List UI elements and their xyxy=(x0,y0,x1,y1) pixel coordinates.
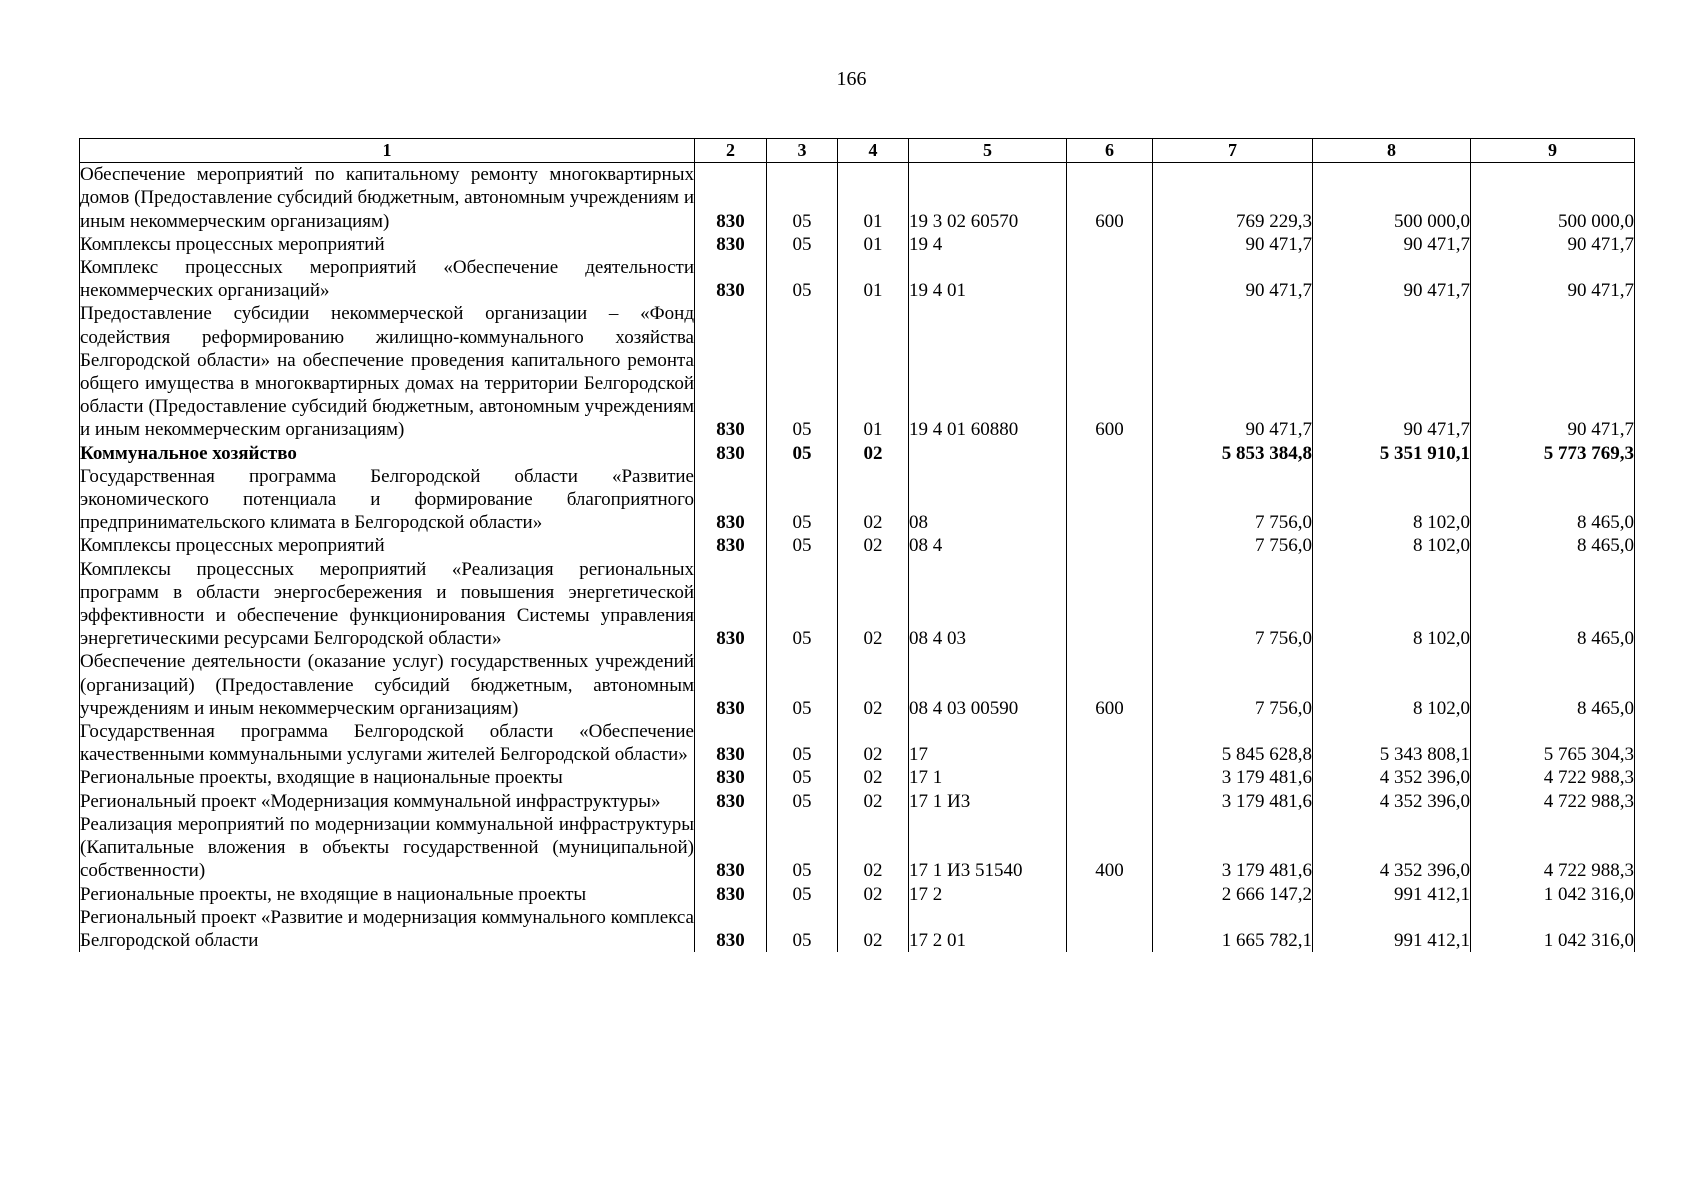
section-cell: 05 xyxy=(767,233,838,256)
expense-type-cell: 600 xyxy=(1067,163,1153,233)
row-name-cell: Обеспечение мероприятий по капитальному ремонту многоквартирных домов (Предоставление субсидий бюджетным, автономным учреждениям и иным некоммерческим организациям) xyxy=(80,164,694,232)
amount-cell: 4 352 396,0 xyxy=(1313,766,1471,789)
amount-cell: 3 179 481,6 xyxy=(1153,813,1313,883)
table-row xyxy=(80,302,1635,441)
target-article-cell: 19 4 xyxy=(909,233,1067,256)
table-row xyxy=(80,465,1635,535)
amount-cell: 4 722 988,3 xyxy=(1471,766,1635,789)
header-cell: 7 xyxy=(1153,139,1313,163)
target-article-cell: 17 2 01 xyxy=(909,906,1067,952)
target-article-cell: 19 4 01 60880 xyxy=(909,302,1067,441)
section-cell: 05 xyxy=(767,720,838,766)
section-cell: 05 xyxy=(767,558,838,651)
amount-cell: 8 102,0 xyxy=(1313,534,1471,557)
page-number: 166 xyxy=(836,68,867,90)
amount-cell: 90 471,7 xyxy=(1471,256,1635,302)
code-cell: 830 xyxy=(695,465,767,535)
row-name-cell: Обеспечение деятельности (оказание услуг) государственных учреждений (организаций) (Предоставление субсидий бюджетным, автономным учреждениям и иным некоммерческим организациям) xyxy=(80,651,694,719)
amount-cell: 8 465,0 xyxy=(1471,650,1635,720)
table-row xyxy=(80,813,1635,883)
amount-cell: 1 042 316,0 xyxy=(1471,906,1635,952)
row-name-cell: Государственная программа Белгородской области «Обеспечение качественными коммунальными услугами жителей Белгородской области» xyxy=(80,721,694,766)
table-row xyxy=(80,766,1635,789)
subsection-cell: 02 xyxy=(838,558,909,651)
amount-cell: 769 229,3 xyxy=(1153,163,1313,233)
amount-cell: 5 773 769,3 xyxy=(1471,442,1635,465)
amount-cell: 5 845 628,8 xyxy=(1153,720,1313,766)
amount-cell: 8 102,0 xyxy=(1313,650,1471,720)
code-cell: 830 xyxy=(695,883,767,906)
target-article-cell: 17 xyxy=(909,720,1067,766)
amount-cell: 8 102,0 xyxy=(1313,558,1471,651)
target-article-cell: 19 3 02 60570 xyxy=(909,163,1067,233)
subsection-cell: 01 xyxy=(838,233,909,256)
amount-cell: 8 102,0 xyxy=(1313,465,1471,535)
amount-cell: 7 756,0 xyxy=(1153,650,1313,720)
target-article-cell: 17 2 xyxy=(909,883,1067,906)
row-name-cell: Коммунальное хозяйство xyxy=(80,442,695,465)
table-row xyxy=(80,163,1635,233)
code-cell: 830 xyxy=(695,302,767,441)
amount-cell: 90 471,7 xyxy=(1313,233,1471,256)
section-cell: 05 xyxy=(767,302,838,441)
section-cell: 05 xyxy=(767,906,838,952)
table-row xyxy=(80,534,1635,557)
row-name-cell: Комплекс процессных мероприятий «Обеспечение деятельности некоммерческих организаций» xyxy=(80,257,694,302)
table-row xyxy=(80,650,1635,720)
target-article-cell: 19 4 01 xyxy=(909,256,1067,302)
table-row xyxy=(80,558,1635,651)
subsection-cell: 02 xyxy=(838,790,909,813)
expense-type-cell xyxy=(1067,233,1153,256)
header-cell: 5 xyxy=(909,139,1067,163)
amount-cell: 4 352 396,0 xyxy=(1313,813,1471,883)
amount-cell: 5 343 808,1 xyxy=(1313,720,1471,766)
target-article-cell xyxy=(909,442,1067,465)
amount-cell: 90 471,7 xyxy=(1471,302,1635,441)
row-name-cell: Комплексы процессных мероприятий «Реализация региональных программ в области энергосбережения и повышения энергетической эффективности и обеспечение функционирования Системы управления энергетическими ресурсами Белгородской области» xyxy=(80,558,694,650)
amount-cell: 4 722 988,3 xyxy=(1471,813,1635,883)
amount-cell: 8 465,0 xyxy=(1471,465,1635,535)
row-name-cell: Региональный проект «Развитие и модернизация коммунального комплекса Белгородской области xyxy=(80,906,694,951)
amount-cell: 90 471,7 xyxy=(1313,302,1471,441)
subsection-cell: 02 xyxy=(838,442,909,465)
target-article-cell: 08 xyxy=(909,465,1067,535)
expense-type-cell: 600 xyxy=(1067,302,1153,441)
code-cell: 830 xyxy=(695,442,767,465)
code-cell: 830 xyxy=(695,720,767,766)
header-row xyxy=(80,139,1635,163)
section-cell: 05 xyxy=(767,883,838,906)
amount-cell: 7 756,0 xyxy=(1153,558,1313,651)
row-name-cell: Государственная программа Белгородской области «Развитие экономического потенциала и формирование благоприятного предпринимательского климата в Белгородской области» xyxy=(80,465,694,534)
target-article-cell: 08 4 03 xyxy=(909,558,1067,651)
code-cell: 830 xyxy=(695,790,767,813)
section-cell: 05 xyxy=(767,813,838,883)
code-cell: 830 xyxy=(695,534,767,557)
code-cell: 830 xyxy=(695,256,767,302)
amount-cell: 1 665 782,1 xyxy=(1153,906,1313,952)
subsection-cell: 01 xyxy=(838,256,909,302)
amount-cell: 8 465,0 xyxy=(1471,534,1635,557)
section-cell: 05 xyxy=(767,534,838,557)
amount-cell: 7 756,0 xyxy=(1153,465,1313,535)
subsection-cell: 02 xyxy=(838,906,909,952)
code-cell: 830 xyxy=(695,558,767,651)
row-name-cell: Региональный проект «Модернизация коммунальной инфраструктуры» xyxy=(80,790,695,813)
header-cell: 1 xyxy=(80,139,695,163)
code-cell: 830 xyxy=(695,650,767,720)
amount-cell: 4 352 396,0 xyxy=(1313,790,1471,813)
subsection-cell: 01 xyxy=(838,302,909,441)
expense-type-cell xyxy=(1067,766,1153,789)
amount-cell: 90 471,7 xyxy=(1153,302,1313,441)
subsection-cell: 02 xyxy=(838,766,909,789)
subsection-cell: 01 xyxy=(838,163,909,233)
amount-cell: 5 351 910,1 xyxy=(1313,442,1471,465)
code-cell: 830 xyxy=(695,766,767,789)
expense-type-cell: 600 xyxy=(1067,650,1153,720)
header-cell: 9 xyxy=(1471,139,1635,163)
expense-type-cell xyxy=(1067,465,1153,535)
code-cell: 830 xyxy=(695,233,767,256)
row-name-cell: Региональные проекты, входящие в национальные проекты xyxy=(80,766,695,789)
row-name-cell: Комплексы процессных мероприятий xyxy=(80,534,695,557)
expense-type-cell xyxy=(1067,883,1153,906)
amount-cell: 90 471,7 xyxy=(1153,256,1313,302)
amount-cell: 3 179 481,6 xyxy=(1153,766,1313,789)
expense-type-cell xyxy=(1067,558,1153,651)
amount-cell: 90 471,7 xyxy=(1471,233,1635,256)
section-cell: 05 xyxy=(767,650,838,720)
row-name-cell: Региональные проекты, не входящие в национальные проекты xyxy=(80,883,695,906)
code-cell: 830 xyxy=(695,813,767,883)
section-cell: 05 xyxy=(767,163,838,233)
target-article-cell: 17 1 И3 xyxy=(909,790,1067,813)
amount-cell: 7 756,0 xyxy=(1153,534,1313,557)
table-row xyxy=(80,233,1635,256)
section-cell: 05 xyxy=(767,766,838,789)
expense-type-cell xyxy=(1067,790,1153,813)
expense-type-cell xyxy=(1067,906,1153,952)
amount-cell: 5 765 304,3 xyxy=(1471,720,1635,766)
amount-cell: 4 722 988,3 xyxy=(1471,790,1635,813)
subsection-cell: 02 xyxy=(838,650,909,720)
target-article-cell: 08 4 xyxy=(909,534,1067,557)
subsection-cell: 02 xyxy=(838,720,909,766)
section-cell: 05 xyxy=(767,256,838,302)
subsection-cell: 02 xyxy=(838,883,909,906)
amount-cell: 991 412,1 xyxy=(1313,906,1471,952)
expense-type-cell xyxy=(1067,256,1153,302)
subsection-cell: 02 xyxy=(838,534,909,557)
section-cell: 05 xyxy=(767,465,838,535)
header-cell: 8 xyxy=(1313,139,1471,163)
table-row xyxy=(80,256,1635,302)
row-name-cell: Реализация мероприятий по модернизации коммунальной инфраструктуры (Капитальные вложения в объекты государственной (муниципальной) собственности) xyxy=(80,813,694,882)
table-row xyxy=(80,790,1635,813)
amount-cell: 3 179 481,6 xyxy=(1153,790,1313,813)
amount-cell: 8 465,0 xyxy=(1471,558,1635,651)
header-cell: 2 xyxy=(695,139,767,163)
target-article-cell: 08 4 03 00590 xyxy=(909,650,1067,720)
amount-cell: 500 000,0 xyxy=(1313,163,1471,233)
amount-cell: 90 471,7 xyxy=(1313,256,1471,302)
header-cell: 3 xyxy=(767,139,838,163)
subsection-cell: 02 xyxy=(838,465,909,535)
table-row xyxy=(80,906,1635,952)
amount-cell: 1 042 316,0 xyxy=(1471,883,1635,906)
expense-type-cell xyxy=(1067,720,1153,766)
section-cell: 05 xyxy=(767,442,838,465)
amount-cell: 5 853 384,8 xyxy=(1153,442,1313,465)
expense-type-cell xyxy=(1067,442,1153,465)
code-cell: 830 xyxy=(695,906,767,952)
table-row xyxy=(80,883,1635,906)
amount-cell: 90 471,7 xyxy=(1153,233,1313,256)
amount-cell: 991 412,1 xyxy=(1313,883,1471,906)
row-name-cell: Предоставление субсидии некоммерческой организации – «Фонд содействия реформированию жилищно-коммунального хозяйства Белгородской области» на обеспечение проведения капитального ремонта общего имущества в многоквартирных домах на территории Белгородской области (Предоставление субсидий бюджетным, автономным учреждениям и иным некоммерческим организациям) xyxy=(80,303,694,441)
row-name-cell: Комплексы процессных мероприятий xyxy=(80,233,695,256)
subsection-cell: 02 xyxy=(838,813,909,883)
table-body xyxy=(80,163,1635,952)
expense-type-cell xyxy=(1067,534,1153,557)
header-cell: 4 xyxy=(838,139,909,163)
amount-cell: 2 666 147,2 xyxy=(1153,883,1313,906)
target-article-cell: 17 1 xyxy=(909,766,1067,789)
target-article-cell: 17 1 И3 51540 xyxy=(909,813,1067,883)
budget-table xyxy=(79,138,1635,952)
expense-type-cell: 400 xyxy=(1067,813,1153,883)
code-cell: 830 xyxy=(695,163,767,233)
header-cell: 6 xyxy=(1067,139,1153,163)
section-cell: 05 xyxy=(767,790,838,813)
table-row xyxy=(80,720,1635,766)
table-row xyxy=(80,442,1635,465)
amount-cell: 500 000,0 xyxy=(1471,163,1635,233)
